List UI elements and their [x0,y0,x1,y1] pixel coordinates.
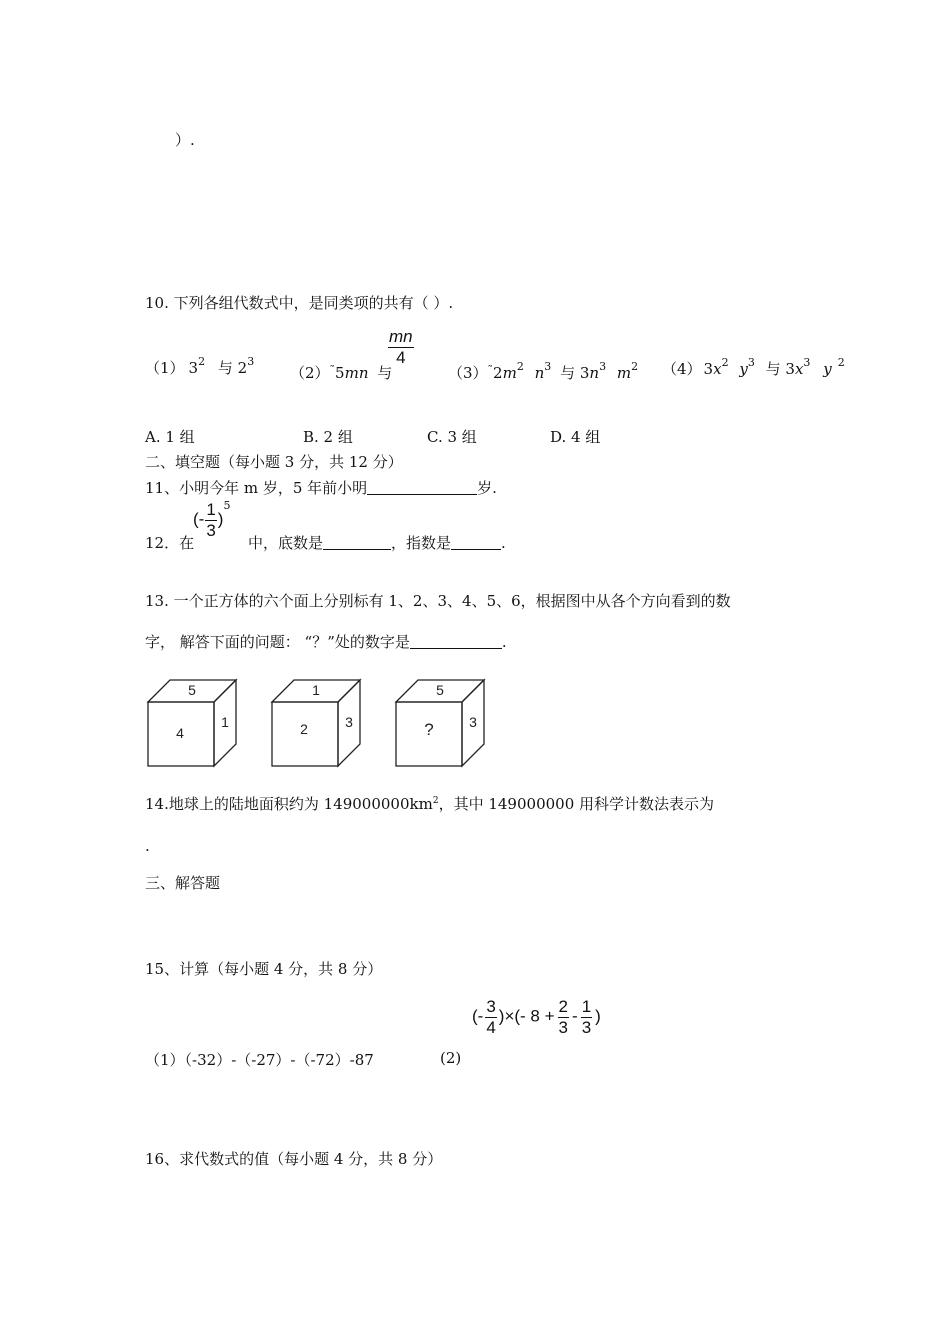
q10-option-b: B. 2 组 [303,428,353,446]
cube-2-top: 1 [312,682,320,698]
cube-2-side: 3 [345,714,353,730]
q10-option-c: C. 3 组 [427,428,477,446]
q12-power-expression: (- $\frac{1}{3}$ )$^5$ [193,498,231,540]
q10-item-3: $(3)^˜2m^2$ $n^3$ 与 $3n^3$ $m^2$ [448,360,639,382]
q10-option-d: D. 4 组 [550,428,601,446]
q10-item-2: （2）˜5mn 与 [290,364,393,382]
section-3-heading: 三、解答题 [145,874,221,892]
q10-item-2-fraction: $\frac{mn}{4}$ [389,327,413,367]
q15-part1: （1）（-32）-（-27）-（-72）-87 [145,1051,374,1069]
q13-line1: 13. 一个正方体的六个面上分别标有 1、2、3、4、5、6，根据图中从各个方向看到的数 [145,592,731,610]
cube-1-front: 4 [176,725,184,741]
cube-3-top: 5 [436,682,444,698]
cube-figures [140,672,510,772]
cube-2-front: 2 [300,721,308,737]
q16-stem: 16、求代数式的值（每小题 4 分，共 8 分） [145,1150,443,1168]
q13-answer-blank[interactable] [410,634,502,649]
q14-line2: . [145,837,150,855]
q10-stem: 10. 下列各组代数式中，是同类项的共有（ ）. [145,294,454,312]
cube-3-front: ? [424,720,434,739]
continued-fragment: ）. [175,131,195,149]
q11: 11、小明今年 m 岁，5 年前小明 岁. [145,479,497,497]
q10-item-1: （1） $3^2$ 与 $2^3$ [145,355,255,377]
q12-prefix: 12．在 [145,534,195,552]
q15-stem: 15、计算（每小题 4 分，共 8 分） [145,960,383,978]
q10-option-a: A. 1 组 [145,428,195,446]
q13-line2: 字， 解答下面的问题： “？”处的数字是 . [145,633,507,651]
q10-item-4: （4） $3x^2$ $y^3$ 与 $3x^3$ y $^2$ [662,356,845,378]
q15-expression: (- $\frac{3}{4}$ )×(- 8 + $\frac{2}{3}$ - $\frac{1}{3}$ ) [472,997,601,1037]
q12-body: 中，底数是 ，指数是 . [248,534,506,552]
q14: 14.地球上的陆地面积约为 $149000000km^2$，其中 149000000 用科学计数法表示为 [145,795,715,813]
q15-part2-label: (2) [440,1049,462,1067]
cube-1-top: 5 [188,682,196,698]
q11-answer-blank[interactable] [367,480,477,495]
q12-base-blank[interactable] [323,535,391,550]
q12-exponent-blank[interactable] [451,535,501,550]
cube-3-side: 3 [469,714,477,730]
section-2-heading: 二、填空题（每小题 3 分，共 12 分） [145,453,403,471]
cube-1-side: 1 [221,714,229,730]
